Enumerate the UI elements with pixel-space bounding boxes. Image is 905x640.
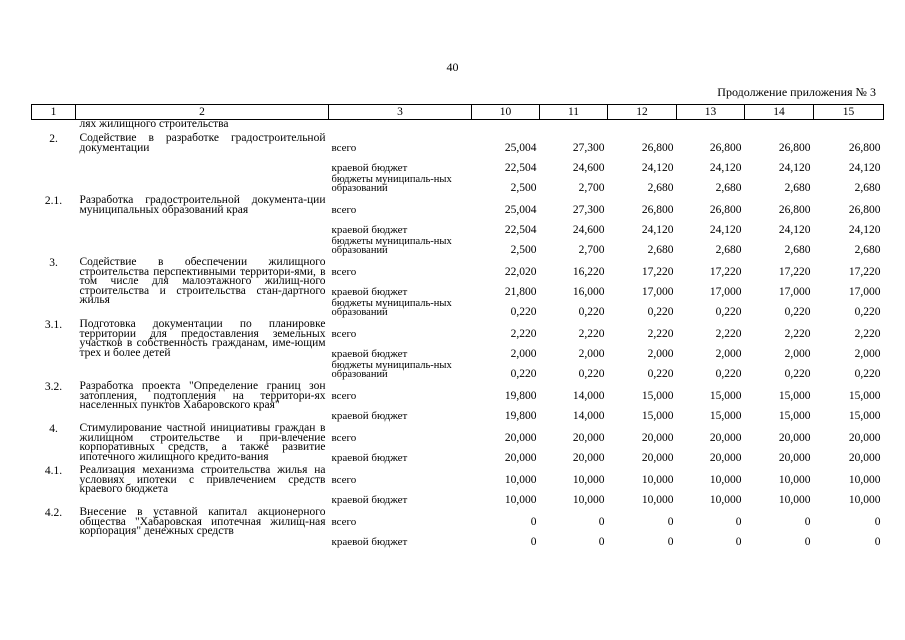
- funding-source: всего: [331, 474, 357, 486]
- table-row: [32, 255, 884, 277]
- amount-cell: 2,000: [854, 348, 881, 360]
- amount-cell: 10,000: [572, 494, 605, 506]
- amount-cell: 10,000: [848, 494, 881, 506]
- column-header: 12: [608, 105, 677, 120]
- funding-source: всего: [331, 204, 357, 216]
- amount-cell: 2,680: [784, 182, 811, 194]
- item-number: 4.2.: [44, 507, 63, 519]
- amount-cell: 24,600: [572, 224, 605, 236]
- amount-cell: 17,000: [778, 286, 811, 298]
- amount-cell: 15,000: [848, 410, 881, 422]
- amount-cell: 20,000: [778, 452, 811, 464]
- table-row: [32, 379, 884, 401]
- amount-cell: 15,000: [709, 390, 742, 402]
- amount-cell: 24,600: [572, 162, 605, 174]
- continuation-text: лях жилищного строительства: [79, 118, 229, 130]
- table-row: [32, 193, 884, 215]
- funding-source: краевой бюджет: [331, 536, 408, 548]
- amount-cell: 2,500: [510, 182, 537, 194]
- item-number: 4.1.: [44, 465, 63, 477]
- amount-cell: 0: [735, 536, 742, 548]
- appendix-continuation-note: Продолжение приложения № 3: [717, 85, 876, 99]
- funding-source: всего: [331, 328, 357, 340]
- amount-cell: 20,000: [709, 432, 742, 444]
- item-name: Разработка проекта "Определение границ зон затопления, подтопления на территори-ях населенных пунктов Хабаровского края": [79, 380, 326, 411]
- amount-cell: 0,220: [510, 306, 537, 318]
- item-number: 2.: [49, 133, 58, 145]
- amount-cell: 20,000: [572, 432, 605, 444]
- amount-cell: 20,000: [778, 432, 811, 444]
- amount-cell: 0: [804, 516, 811, 528]
- amount-cell: 10,000: [504, 474, 537, 486]
- amount-cell: 2,680: [715, 244, 742, 256]
- amount-cell: 26,800: [709, 142, 742, 154]
- amount-cell: 17,000: [848, 286, 881, 298]
- amount-cell: 10,000: [641, 494, 674, 506]
- funding-table: [31, 104, 884, 547]
- amount-cell: 26,800: [778, 142, 811, 154]
- amount-cell: 20,000: [848, 432, 881, 444]
- amount-cell: 17,220: [848, 266, 881, 278]
- amount-cell: 0: [667, 536, 674, 548]
- amount-cell: 15,000: [641, 410, 674, 422]
- amount-cell: 2,220: [578, 328, 605, 340]
- amount-cell: 15,000: [709, 410, 742, 422]
- funding-source: краевой бюджет: [331, 348, 408, 360]
- funding-source: бюджеты муниципаль-ных образований: [331, 360, 452, 380]
- column-header: 15: [814, 105, 884, 120]
- amount-cell: 0,220: [647, 368, 674, 380]
- amount-cell: 0: [530, 516, 537, 528]
- table-row: [32, 421, 884, 443]
- amount-cell: 24,120: [641, 162, 674, 174]
- amount-cell: 10,000: [641, 474, 674, 486]
- amount-cell: 15,000: [778, 410, 811, 422]
- amount-cell: 0,220: [854, 306, 881, 318]
- amount-cell: 2,000: [784, 348, 811, 360]
- amount-cell: 27,300: [572, 142, 605, 154]
- amount-cell: 2,680: [647, 244, 674, 256]
- amount-cell: 20,000: [641, 432, 674, 444]
- amount-cell: 26,800: [641, 142, 674, 154]
- amount-cell: 0,220: [510, 368, 537, 380]
- amount-cell: 2,700: [578, 244, 605, 256]
- amount-cell: 16,000: [572, 286, 605, 298]
- funding-source: краевой бюджет: [331, 410, 408, 422]
- amount-cell: 22,020: [504, 266, 537, 278]
- amount-cell: 27,300: [572, 204, 605, 216]
- funding-source: краевой бюджет: [331, 494, 408, 506]
- amount-cell: 2,680: [854, 182, 881, 194]
- amount-cell: 0,220: [784, 306, 811, 318]
- amount-cell: 0,220: [784, 368, 811, 380]
- column-header: 14: [745, 105, 814, 120]
- amount-cell: 26,800: [709, 204, 742, 216]
- amount-cell: 2,000: [647, 348, 674, 360]
- amount-cell: 0: [735, 516, 742, 528]
- amount-cell: 2,220: [715, 328, 742, 340]
- amount-cell: 24,120: [641, 224, 674, 236]
- amount-cell: 10,000: [848, 474, 881, 486]
- amount-cell: 24,120: [709, 162, 742, 174]
- funding-source: всего: [331, 142, 357, 154]
- amount-cell: 25,004: [504, 142, 537, 154]
- amount-cell: 0: [598, 536, 605, 548]
- funding-source: бюджеты муниципаль-ных образований: [331, 298, 452, 318]
- amount-cell: 21,800: [504, 286, 537, 298]
- amount-cell: 2,000: [510, 348, 537, 360]
- funding-source: краевой бюджет: [331, 286, 408, 298]
- funding-source: всего: [331, 432, 357, 444]
- item-name: Разработка градостроительной документа-ции муниципальных образований края: [79, 194, 326, 216]
- amount-cell: 15,000: [641, 390, 674, 402]
- amount-cell: 24,120: [778, 162, 811, 174]
- table-row: [32, 317, 884, 339]
- column-header: 11: [540, 105, 608, 120]
- amount-cell: 24,120: [848, 224, 881, 236]
- amount-cell: 2,220: [647, 328, 674, 340]
- funding-source: бюджеты муниципаль-ных образований: [331, 236, 452, 256]
- amount-cell: 2,220: [854, 328, 881, 340]
- table-row: [32, 131, 884, 153]
- funding-source: всего: [331, 390, 357, 402]
- funding-source: краевой бюджет: [331, 224, 408, 236]
- amount-cell: 24,120: [709, 224, 742, 236]
- continuation-row: [32, 120, 884, 132]
- amount-cell: 0,220: [647, 306, 674, 318]
- amount-cell: 22,504: [504, 224, 537, 236]
- amount-cell: 15,000: [778, 390, 811, 402]
- amount-cell: 2,680: [647, 182, 674, 194]
- amount-cell: 26,800: [848, 204, 881, 216]
- amount-cell: 22,504: [504, 162, 537, 174]
- item-name: Реализация механизма строительства жилья на условиях ипотеки с привлечением средств краевого бюджета: [79, 464, 326, 495]
- amount-cell: 2,680: [854, 244, 881, 256]
- amount-cell: 0: [874, 516, 881, 528]
- amount-cell: 10,000: [778, 494, 811, 506]
- funding-source: всего: [331, 266, 357, 278]
- funding-source: бюджеты муниципаль-ных образований: [331, 174, 452, 194]
- amount-cell: 20,000: [709, 452, 742, 464]
- column-header: 3: [329, 105, 472, 120]
- amount-cell: 2,000: [715, 348, 742, 360]
- amount-cell: 10,000: [778, 474, 811, 486]
- amount-cell: 17,220: [778, 266, 811, 278]
- amount-cell: 2,220: [784, 328, 811, 340]
- item-number: 3.1.: [44, 319, 63, 331]
- amount-cell: 0,220: [715, 306, 742, 318]
- amount-cell: 0,220: [715, 368, 742, 380]
- item-number: 3.: [49, 257, 58, 269]
- item-name: Стимулирование частной инициативы граждан в жилищном строительстве и при-влечение корпоративных средств, а также развитие ипотечного жилищного кредито-вания: [79, 422, 326, 463]
- amount-cell: 24,120: [848, 162, 881, 174]
- amount-cell: 2,680: [784, 244, 811, 256]
- amount-cell: 10,000: [709, 474, 742, 486]
- item-number: 2.1.: [44, 195, 63, 207]
- amount-cell: 20,000: [641, 452, 674, 464]
- amount-cell: 10,000: [504, 494, 537, 506]
- item-name: Подготовка документации по планировке территории для предоставления земельных участков в собственность гражданам, име-ющим трех и более детей: [79, 318, 326, 359]
- amount-cell: 2,680: [715, 182, 742, 194]
- amount-cell: 19,800: [504, 410, 537, 422]
- amount-cell: 16,220: [572, 266, 605, 278]
- amount-cell: 26,800: [778, 204, 811, 216]
- amount-cell: 10,000: [709, 494, 742, 506]
- amount-cell: 0: [804, 536, 811, 548]
- amount-cell: 20,000: [848, 452, 881, 464]
- amount-cell: 15,000: [848, 390, 881, 402]
- amount-cell: 0: [667, 516, 674, 528]
- funding-source: всего: [331, 516, 357, 528]
- table-row: [32, 505, 884, 527]
- amount-cell: 2,500: [510, 244, 537, 256]
- column-header: 1: [32, 105, 76, 120]
- amount-cell: 26,800: [848, 142, 881, 154]
- column-header: 13: [677, 105, 745, 120]
- amount-cell: 0,220: [578, 306, 605, 318]
- amount-cell: 20,000: [504, 452, 537, 464]
- amount-cell: 17,220: [709, 266, 742, 278]
- item-name: Содействие в обеспечении жилищного строительства перспективными территори-ями, в том числе для малоэтажного жилищ-ного строительства и строительства стан-дартного жилья: [79, 256, 326, 306]
- amount-cell: 17,000: [641, 286, 674, 298]
- item-number: 3.2.: [44, 381, 63, 393]
- item-name: Содействие в разработке градостроительной документации: [79, 132, 326, 154]
- item-number: 4.: [49, 423, 58, 435]
- amount-cell: 0: [598, 516, 605, 528]
- amount-cell: 14,000: [572, 410, 605, 422]
- amount-cell: 19,800: [504, 390, 537, 402]
- amount-cell: 17,000: [709, 286, 742, 298]
- amount-cell: 24,120: [778, 224, 811, 236]
- amount-cell: 14,000: [572, 390, 605, 402]
- amount-cell: 20,000: [572, 452, 605, 464]
- item-name: Внесение в уставной капитал акционерного общества "Хабаровская ипотечная жилищ-ная корпорация" денежных средств: [79, 506, 326, 537]
- column-header: 10: [472, 105, 540, 120]
- amount-cell: 0: [874, 536, 881, 548]
- amount-cell: 0,220: [578, 368, 605, 380]
- column-header: 2: [76, 105, 329, 120]
- amount-cell: 2,000: [578, 348, 605, 360]
- amount-cell: 17,220: [641, 266, 674, 278]
- amount-cell: 0,220: [854, 368, 881, 380]
- amount-cell: 25,004: [504, 204, 537, 216]
- amount-cell: 2,220: [510, 328, 537, 340]
- amount-cell: 20,000: [504, 432, 537, 444]
- amount-cell: 2,700: [578, 182, 605, 194]
- table-row: [32, 463, 884, 485]
- page-number: 40: [446, 60, 459, 74]
- amount-cell: 0: [530, 536, 537, 548]
- amount-cell: 10,000: [572, 474, 605, 486]
- amount-cell: 26,800: [641, 204, 674, 216]
- funding-source: краевой бюджет: [331, 452, 408, 464]
- funding-source: краевой бюджет: [331, 162, 408, 174]
